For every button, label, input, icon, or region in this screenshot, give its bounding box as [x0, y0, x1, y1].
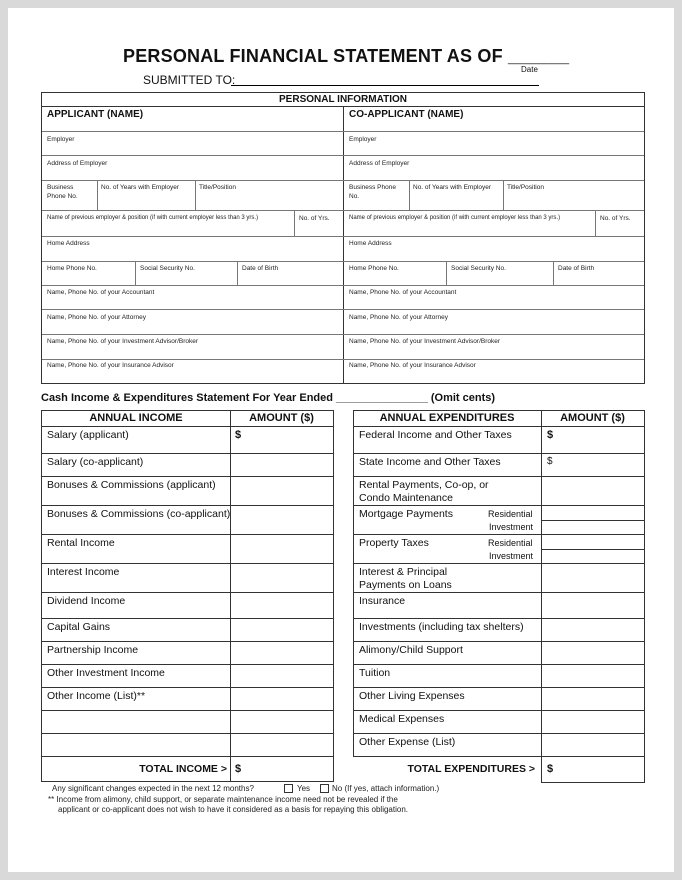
date-label: Date	[521, 65, 538, 74]
co-dob-label: Date of Birth	[558, 265, 595, 272]
income-item: Partnership Income	[47, 644, 139, 656]
home-phone-label: Home Phone No.	[47, 265, 97, 272]
dollar-sign: $	[235, 429, 242, 441]
divider	[42, 309, 644, 310]
co-investment-advisor-label: Name, Phone No. of your Investment Advisor/Broker	[349, 338, 501, 345]
footnote-line-1: ** Income from alimony, child support, or separate maintenance income need not be revealed if the	[48, 795, 398, 804]
divider	[42, 733, 333, 734]
expenditure-item: Alimony/Child Support	[359, 644, 463, 656]
income-item: Dividend Income	[47, 595, 126, 607]
divider	[42, 426, 333, 427]
divider	[353, 476, 644, 477]
divider	[353, 411, 354, 756]
co-employer-address-label: Address of Employer	[349, 160, 410, 167]
divider	[353, 710, 644, 711]
divider	[42, 210, 644, 211]
expenditure-item: Property Taxes	[359, 537, 429, 549]
divider	[353, 453, 644, 454]
footnote-line-2: applicant or co-applicant does not wish to have it considered as a basis for repaying this obligation.	[58, 805, 408, 814]
submitted-to-label: SUBMITTED TO:	[143, 73, 236, 87]
divider	[595, 210, 596, 236]
divider	[97, 180, 98, 210]
dob-label: Date of Birth	[242, 265, 279, 272]
co-insurance-advisor-label: Name, Phone No. of your Insurance Advisor	[349, 362, 476, 369]
title-position-label: Title/Position	[199, 184, 236, 191]
no-checkbox[interactable]	[320, 784, 329, 793]
column-divider	[343, 107, 344, 383]
expenditure-item: State Income and Other Taxes	[359, 456, 501, 468]
total-income-label: TOTAL INCOME >	[139, 763, 227, 775]
co-home-phone-label: Home Phone No.	[349, 265, 399, 272]
no-label: No (If yes, attach information.)	[332, 784, 440, 793]
expenditure-item: Federal Income and Other Taxes	[359, 429, 512, 441]
co-home-address-label: Home Address	[349, 240, 392, 247]
divider	[42, 592, 333, 593]
divider	[42, 710, 333, 711]
divider	[42, 131, 644, 132]
personal-info-title: PERSONAL INFORMATION	[42, 93, 644, 107]
years-employer-label: No. of Years with Employer	[101, 184, 180, 191]
expenditures-amount-header: AMOUNT ($)	[560, 412, 625, 424]
divider	[42, 236, 644, 237]
previous-employer-label: Name of previous employer & position (if with current employer less than 3 yrs.)	[47, 215, 259, 221]
employer-label: Employer	[47, 136, 75, 143]
divider	[42, 285, 644, 286]
divider	[294, 210, 295, 236]
personal-info-section	[41, 92, 645, 384]
total-expenditures-label: TOTAL EXPENDITURES >	[407, 763, 535, 775]
dollar-sign: $	[235, 763, 242, 775]
expenditure-item: Insurance	[359, 595, 406, 607]
co-ssn-label: Social Security No.	[451, 265, 506, 272]
residential-label: Residential	[488, 509, 533, 519]
co-attorney-label: Name, Phone No. of your Attorney	[349, 314, 448, 321]
divider	[353, 641, 644, 642]
investment-label: Investment	[489, 522, 534, 532]
expenditure-item: Medical Expenses	[359, 713, 445, 725]
divider	[42, 180, 644, 181]
divider	[541, 782, 645, 783]
submitted-to-field[interactable]	[231, 85, 539, 86]
yes-checkbox[interactable]	[284, 784, 293, 793]
income-item: Bonuses & Commissions (applicant)	[47, 479, 216, 491]
divider	[42, 334, 644, 335]
co-title-position-label: Title/Position	[507, 184, 544, 191]
co-employer-label: Employer	[349, 136, 377, 143]
income-item: Interest Income	[47, 566, 120, 578]
dollar-sign: $	[547, 763, 554, 775]
form-title: PERSONAL FINANCIAL STATEMENT AS OF ______	[123, 46, 570, 66]
income-item: Capital Gains	[47, 621, 111, 633]
investment-advisor-label: Name, Phone No. of your Investment Advisor/Broker	[47, 338, 199, 345]
income-item: Other Investment Income	[47, 667, 165, 679]
divider	[42, 359, 644, 360]
employer-address-label: Address of Employer	[47, 160, 108, 167]
divider	[503, 180, 504, 210]
income-item: Salary (co-applicant)	[47, 456, 144, 468]
investment-label: Investment	[489, 551, 534, 561]
divider	[135, 261, 136, 285]
co-no-of-yrs-label: No. of Yrs.	[600, 215, 631, 222]
divider	[353, 505, 644, 506]
divider	[353, 664, 644, 665]
divider	[195, 180, 196, 210]
home-address-label: Home Address	[47, 240, 90, 247]
divider	[541, 520, 644, 521]
dollar-sign: $	[547, 456, 553, 467]
divider	[409, 180, 410, 210]
divider	[42, 476, 333, 477]
divider	[42, 756, 333, 757]
divider	[230, 411, 231, 781]
divider	[42, 687, 333, 688]
divider	[353, 534, 644, 535]
cash-statement-title: Cash Income & Expenditures Statement For Year Ended _______________ (Omit cents)	[41, 392, 496, 404]
expenditure-item: Other Expense (List)	[359, 736, 456, 748]
expenditure-item: Rental Payments, Co-op, or Condo Maintenance	[359, 479, 489, 504]
business-phone-label: Business Phone No.	[47, 184, 78, 200]
income-amount-header: AMOUNT ($)	[249, 412, 314, 424]
applicant-name-label: APPLICANT (NAME)	[47, 109, 144, 120]
yes-label: Yes	[297, 784, 311, 793]
changes-question: Any significant changes expected in the next 12 months?	[52, 784, 254, 793]
divider	[353, 426, 644, 427]
divider	[553, 261, 554, 285]
divider	[42, 641, 333, 642]
divider	[42, 664, 333, 665]
divider	[237, 261, 238, 285]
form-page	[8, 8, 674, 872]
insurance-advisor-label: Name, Phone No. of your Insurance Advisor	[47, 362, 174, 369]
expenditure-item: Interest & Principal Payments on Loans	[359, 566, 452, 591]
income-table	[41, 410, 334, 782]
no-of-yrs-label: No. of Yrs.	[299, 215, 330, 222]
divider	[42, 155, 644, 156]
dollar-sign: $	[547, 429, 554, 441]
income-item: Rental Income	[47, 537, 115, 549]
expenditure-item: Investments (including tax shelters)	[359, 621, 524, 633]
divider	[42, 505, 333, 506]
divider	[353, 733, 644, 734]
co-business-phone-label: Business Phone No.	[349, 184, 396, 200]
divider	[353, 756, 644, 757]
divider	[541, 411, 542, 783]
annual-income-header: ANNUAL INCOME	[89, 412, 183, 424]
divider	[42, 618, 333, 619]
co-previous-employer-label: Name of previous employer & position (if with current employer less than 3 yrs.)	[349, 215, 561, 221]
co-accountant-label: Name, Phone No. of your Accountant	[349, 289, 457, 296]
divider	[446, 261, 447, 285]
residential-label: Residential	[488, 538, 533, 548]
annual-expenditures-header: ANNUAL EXPENDITURES	[379, 412, 515, 424]
divider	[353, 592, 644, 593]
divider	[353, 618, 644, 619]
divider	[353, 563, 644, 564]
divider	[541, 549, 644, 550]
divider	[42, 563, 333, 564]
coapplicant-name-label: CO-APPLICANT (NAME)	[349, 109, 464, 120]
expenditures-table	[353, 410, 645, 782]
expenditure-item: Mortgage Payments	[359, 508, 453, 520]
attorney-label: Name, Phone No. of your Attorney	[47, 314, 146, 321]
co-years-employer-label: No. of Years with Employer	[413, 184, 492, 191]
ssn-label: Social Security No.	[140, 265, 195, 272]
divider	[42, 534, 333, 535]
divider	[42, 453, 333, 454]
income-item: Bonuses & Commissions (co-applicant)	[47, 508, 231, 520]
divider	[353, 687, 644, 688]
income-item: Salary (applicant)	[47, 429, 129, 441]
expenditure-item: Tuition	[359, 667, 391, 679]
income-item: Other Income (List)**	[47, 690, 146, 702]
accountant-label: Name, Phone No. of your Accountant	[47, 289, 155, 296]
expenditure-item: Other Living Expenses	[359, 690, 465, 702]
